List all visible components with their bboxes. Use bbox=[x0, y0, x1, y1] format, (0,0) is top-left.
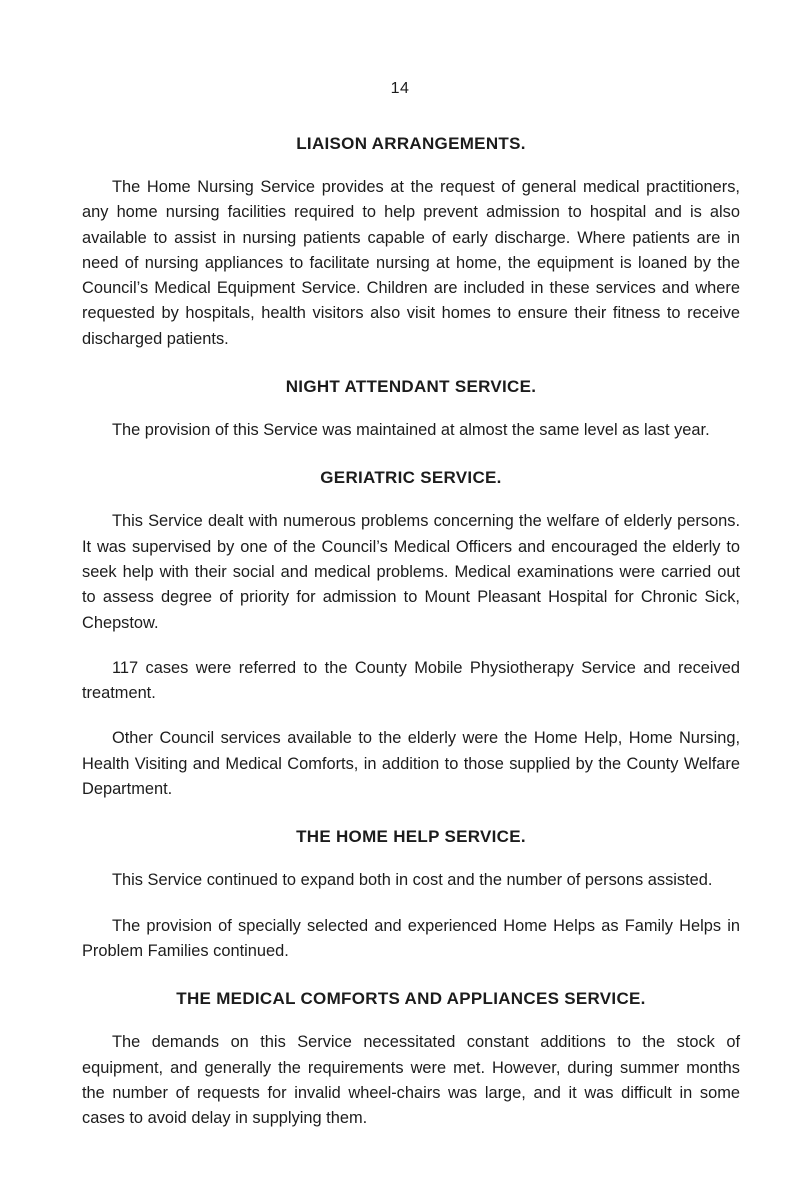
section-home-help-service bbox=[82, 826, 740, 964]
paragraph: The provision of this Service was maintained at almost the same level as last year. bbox=[112, 421, 710, 440]
paragraph: This Service continued to expand both in cost and the number of persons assisted. bbox=[112, 871, 713, 890]
section-heading: LIAISON ARRANGEMENTS. bbox=[296, 134, 526, 153]
page-number: 14 bbox=[390, 80, 410, 97]
paragraph: The provision of specially selected and experienced Home Helps as Family Helps in Problem Families continued. bbox=[82, 916, 740, 960]
paragraph: This Service dealt with numerous problems concerning the welfare of elderly persons. It was supervised by one of the Council’s Medical Officers and encouraged the elderly to seek help with their social and medical problems. Medical examinations were carried out to assess degree of priority for admission to Mount Pleasant Hospital for Chronic Sick, Chepstow. bbox=[82, 512, 740, 632]
section-medical-comforts-and-appliances-service bbox=[82, 988, 740, 1131]
section-heading: THE HOME HELP SERVICE. bbox=[296, 827, 526, 847]
paragraph: The Home Nursing Service provides at the request of general medical practitioners, any home nursing facilities required to help prevent admission to hospital and is also available to assist in nursing patients capable of early discharge. Where patients are in need of nursing appliances to facilitate nursing at home, the equipment is loaned by the Council’s Medical Equipment Service. Children are included in these services and where requested by hospitals, health visitors also visit homes to ensure their fitness to receive discharged patients. bbox=[82, 178, 740, 348]
section-heading: GERIATRIC SERVICE. bbox=[320, 468, 502, 488]
section-night-attendant-service bbox=[82, 376, 740, 443]
section-heading: NIGHT ATTENDANT SERVICE. bbox=[285, 377, 537, 397]
paragraph: The demands on this Service necessitated constant additions to the stock of equipment, and generally the requirements were met. However, during summer months the number of requests for invalid wheel-chairs was large, and it was difficult in some cases to avoid delay in supplying them. bbox=[82, 1033, 740, 1128]
paragraph: 117 cases were referred to the County Mobile Physiotherapy Service and received treatment. bbox=[82, 658, 740, 703]
section-liaison-arrangements bbox=[82, 133, 740, 352]
paragraph: Other Council services available to the elderly were the Home Help, Home Nursing, Health Visiting and Medical Comforts, in addition to those supplied by the County Welfare Department. bbox=[82, 729, 740, 799]
document-body bbox=[82, 133, 740, 1131]
section-geriatric-service bbox=[82, 467, 740, 802]
section-heading: THE MEDICAL COMFORTS AND APPLIANCES SERVICE. bbox=[176, 989, 646, 1009]
